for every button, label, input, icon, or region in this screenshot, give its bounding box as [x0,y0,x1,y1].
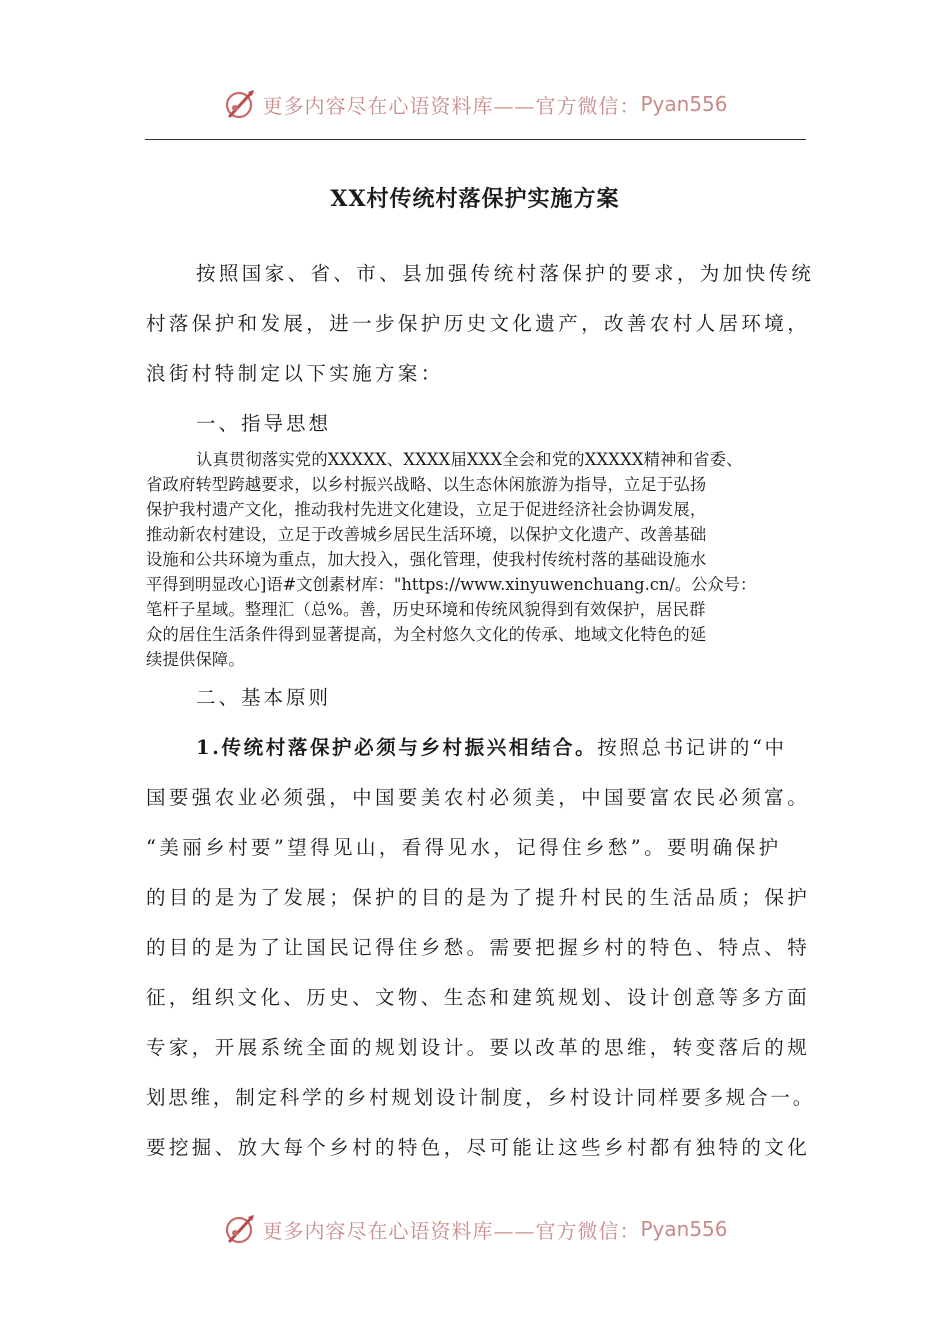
section2-line: 专家，开展系统全面的规划设计。要以改革的思维，转变落后的规 [146,1036,811,1059]
section1-line: 保护我村遗产文化，推动我村先进文化建设，立足于促进经济社会协调发展， [146,500,707,519]
header-rule [145,139,806,140]
section1-line: 平得到明显改心]语#文创素材库："https://www.xinyuwenchuang.cn/。公众号： [146,575,757,594]
section2-line: “美丽乡村要”望得见山，看得见水，记得住乡愁”。要明确保护 [146,836,782,859]
section1-line: 推动新农村建设，立足于改善城乡居民生活环境，以保护文化遗产、改善基础 [146,525,707,544]
pen-logo-icon [222,1211,258,1247]
section1-line: 众的居住生活条件得到显著提高，为全村悠久文化的传承、地域文化特色的延 [146,625,707,644]
section1-line: 笔杆子星域。整理汇（总%。善，历史环境和传统风貌得到有效保护，居民群 [146,600,706,619]
header-banner [0,84,950,124]
document-title: XX村传统村落保护实施方案 [330,186,620,212]
section2-point1-line [196,732,858,760]
section1-heading: 一、指导思想 [196,412,332,435]
banner-text: 更多内容尽在心语资料库——官方微信： [262,93,641,118]
section1-line: 认真贯彻落实党的XXXXX、XXXX届XXX全会和党的XXXXX精神和省委、 [196,450,743,469]
point1-bold-lead: 1.传统村落保护必须与乡村振兴相结合。 [196,736,598,759]
intro-line: 浪街村特制定以下实施方案： [146,362,444,385]
section2-line: 的目的是为了发展；保护的目的是为了提升村民的生活品质；保护 [146,886,811,909]
banner-wechat-id: Pyan556 [640,92,728,116]
banner-wechat-id: Pyan556 [640,1217,728,1241]
intro-line: 村落保护和发展，进一步保护历史文化遗产，改善农村人居环境， [146,312,811,335]
section2-heading: 二、基本原则 [196,686,332,709]
section1-line: 续提供保障。 [146,650,245,669]
section1-line: 省政府转型跨越要求，以乡村振兴战略、以生态休闲旅游为指导，立足于弘扬 [146,475,707,494]
point1-rest: 按照总书记讲的“中 [597,736,787,759]
section2-line: 征，组织文化、历史、文物、生态和建筑规划、设计创意等多方面 [146,986,811,1009]
footer-banner [0,1209,950,1249]
section2-line: 要挖掘、放大每个乡村的特色，尽可能让这些乡村都有独特的文化 [146,1136,811,1159]
banner-text: 更多内容尽在心语资料库——官方微信： [262,1218,641,1243]
section2-line: 的目的是为了让国民记得住乡愁。需要把握乡村的特色、特点、特 [146,936,811,959]
intro-line: 按照国家、省、市、县加强传统村落保护的要求，为加快传统 [196,262,815,285]
section2-line: 划思维，制定科学的乡村规划设计制度，乡村设计同样要多规合一。 [146,1086,816,1109]
section1-line: 设施和公共环境为重点，加大投入，强化管理，使我村传统村落的基础设施水 [146,550,707,569]
pen-logo-icon [222,86,258,122]
section2-line: 国要强农业必须强，中国要美农村必须美，中国要富农民必须富。 [146,786,811,809]
